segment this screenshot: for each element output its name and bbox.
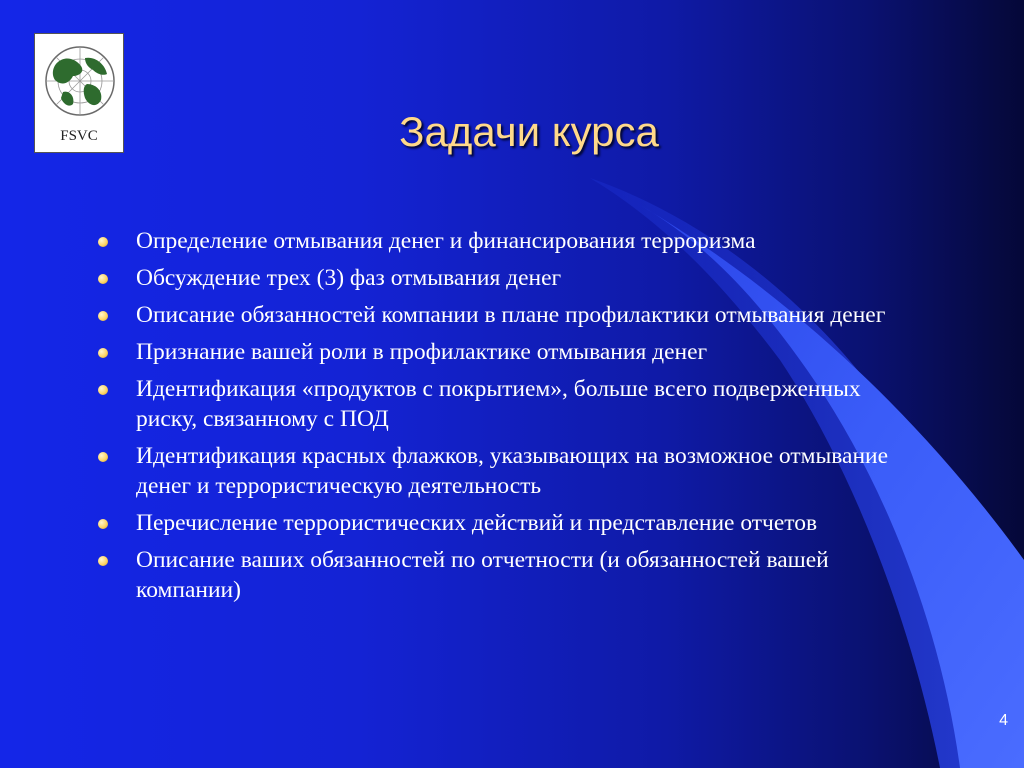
list-item <box>96 300 926 330</box>
list-item <box>96 226 926 256</box>
list-item <box>96 374 926 434</box>
logo-text: FSVC <box>60 128 98 144</box>
bullet-dot-icon <box>98 348 108 358</box>
list-item-text: Обсуждение трех (3) фаз отмывания денег <box>136 265 562 291</box>
list-item-text: Идентификация «продуктов с покрытием», больше всего подверженных риску, связанному с ПОД <box>136 376 861 432</box>
list-item <box>96 263 926 293</box>
bullet-dot-icon <box>98 556 108 566</box>
list-item <box>96 337 926 367</box>
bullet-dot-icon <box>98 274 108 284</box>
list-item-text: Описание ваших обязанностей по отчетности (и обязанностей вашей компании) <box>136 547 829 603</box>
list-item-text: Признание вашей роли в профилактике отмывания денег <box>136 339 708 365</box>
list-item <box>96 441 926 501</box>
bullet-dot-icon <box>98 385 108 395</box>
list-item-text: Перечисление террористических действий и представление отчетов <box>136 510 818 536</box>
bullet-dot-icon <box>98 311 108 321</box>
bullet-dot-icon <box>98 237 108 247</box>
list-item-text: Описание обязанностей компании в плане профилактики отмывания денег <box>136 302 886 328</box>
bullet-list <box>96 226 926 612</box>
list-item <box>96 508 926 538</box>
list-item-text: Определение отмывания денег и финансирования терроризма <box>136 228 756 254</box>
list-item-text: Идентификация красных флажков, указывающих на возможное отмывание денег и террористическую деятельность <box>136 443 889 499</box>
page-number: 4 <box>999 712 1008 729</box>
list-item <box>96 545 926 605</box>
bullet-dot-icon <box>98 452 108 462</box>
slide-title: Задачи курса <box>399 108 659 155</box>
bullet-dot-icon <box>98 519 108 529</box>
